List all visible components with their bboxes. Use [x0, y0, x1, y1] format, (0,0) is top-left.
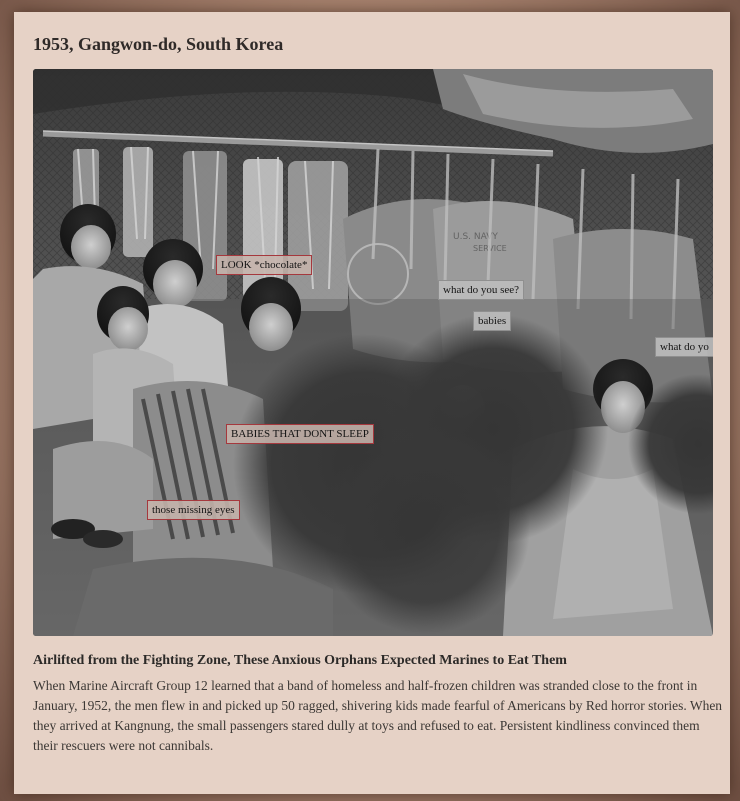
caption-body: When Marine Aircraft Group 12 learned that a band of homeless and half-frozen children was stranded close to the front in January, 1952, the men flew in and picked up 50 ragged, shivering kids made fearful of Americans by Red horror stories. When they arrived at Kangnung, the small passengers stared dully at toys and refused to eat. Persistent kindliness convinced them their rescuers were not cannibals.: [33, 678, 723, 753]
photo-scene-image: [33, 69, 713, 636]
annotation-babies-that-dont-sleep[interactable]: BABIES THAT DONT SLEEP: [226, 424, 374, 444]
annotation-what-do-yo[interactable]: what do yo: [655, 337, 713, 357]
svg-text:SERVICE: SERVICE: [473, 244, 507, 253]
story-card: [14, 12, 730, 794]
svg-text:U.S. NAVY: U.S. NAVY: [453, 232, 498, 242]
caption-heading: Airlifted from the Fighting Zone, These Anxious Orphans Expected Marines to Eat Them: [33, 653, 567, 668]
historical-photo: [33, 69, 713, 636]
place-date-title: 1953, Gangwon-do, South Korea: [33, 34, 284, 54]
annotation-those-missing-eyes[interactable]: those missing eyes: [147, 500, 240, 520]
annotation-look-chocolate[interactable]: LOOK *chocolate*: [216, 255, 312, 275]
annotation-babies[interactable]: babies: [473, 311, 511, 331]
annotation-what-do-you-see[interactable]: what do you see?: [438, 280, 524, 300]
